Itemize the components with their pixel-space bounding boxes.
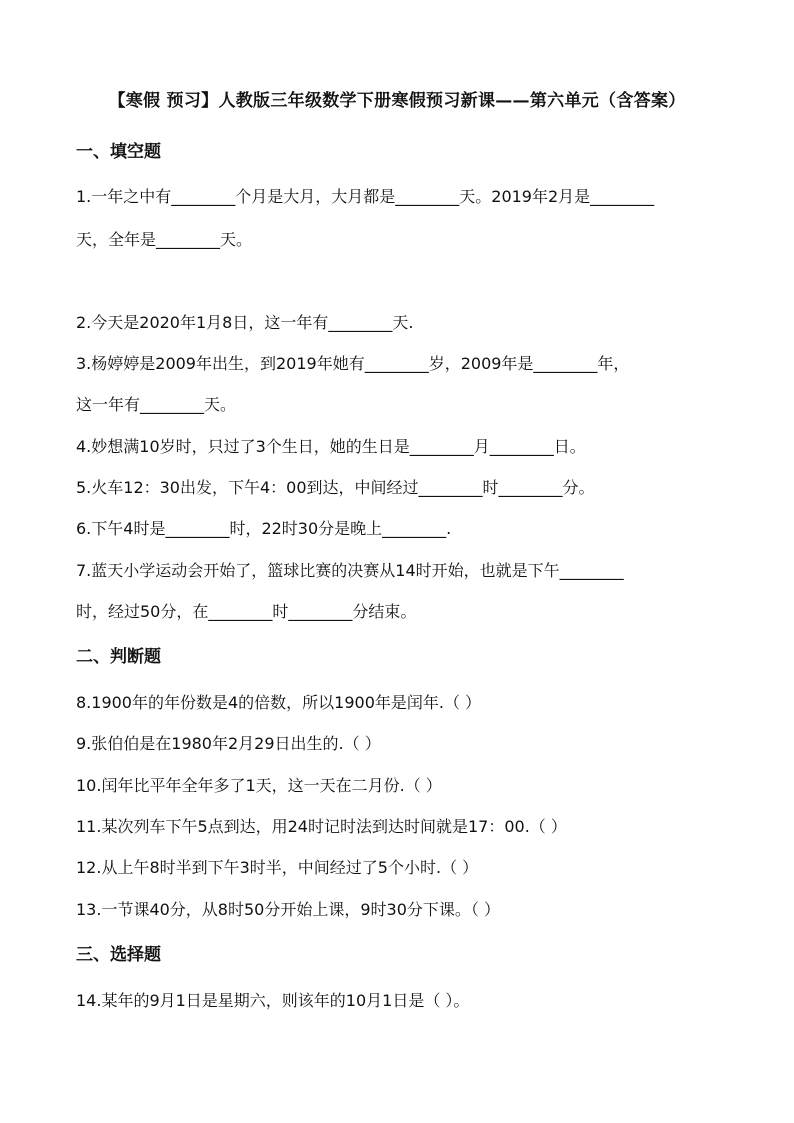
question-1-line-2: 天，全年是________天。	[76, 230, 253, 249]
question-2: 2.今天是2020年1月8日，这一年有________天.	[76, 313, 414, 332]
question-10: 10.闰年比平年全年多了1天，这一天在二月份.（ ）	[76, 776, 442, 795]
question-8: 8.1900年的年份数是4的倍数，所以1900年是闰年.（ ）	[76, 693, 482, 712]
question-9: 9.张伯伯是在1980年2月29日出生的.（ ）	[76, 734, 381, 753]
question-3-line-2: 这一年有________天。	[76, 395, 237, 414]
question-13: 13.一节课40分，从8时50分开始上课，9时30分下课。（ ）	[76, 900, 500, 919]
question-12: 12.从上午8时半到下午3时半，中间经过了5个小时.（ ）	[76, 858, 479, 877]
question-4: 4.妙想满10岁时，只过了3个生日，她的生日是________月________日。	[76, 437, 586, 456]
question-7-line-1: 7.蓝天小学运动会开始了，篮球比赛的决赛从14时开始，也就是下午________	[76, 561, 624, 580]
question-11: 11.某次列车下午5点到达，用24时记时法到达时间就是17：00.（ ）	[76, 817, 567, 836]
section-multiple-choice: 三、选择题	[76, 945, 161, 965]
document-title: 【寒假 预习】人教版三年级数学下册寒假预习新课——第六单元（含答案）	[108, 91, 686, 111]
question-6: 6.下午4时是________时，22时30分是晚上________.	[76, 519, 452, 538]
question-14: 14.某年的9月1日是星期六，则该年的10月1日是（ ）。	[76, 991, 470, 1010]
question-7-line-2: 时，经过50分，在________时________分结束。	[76, 602, 417, 621]
question-3-line-1: 3.杨婷婷是2009年出生，到2019年她有________岁，2009年是________年，	[76, 354, 630, 373]
section-true-false: 二、判断题	[76, 647, 161, 667]
question-1-line-1: 1.一年之中有________个月是大月，大月都是________天。2019年2月是________	[76, 187, 655, 206]
section-fill-in-blank: 一、填空题	[76, 142, 161, 162]
question-5: 5.火车12：30出发，下午4：00到达，中间经过________时________分。	[76, 478, 595, 497]
